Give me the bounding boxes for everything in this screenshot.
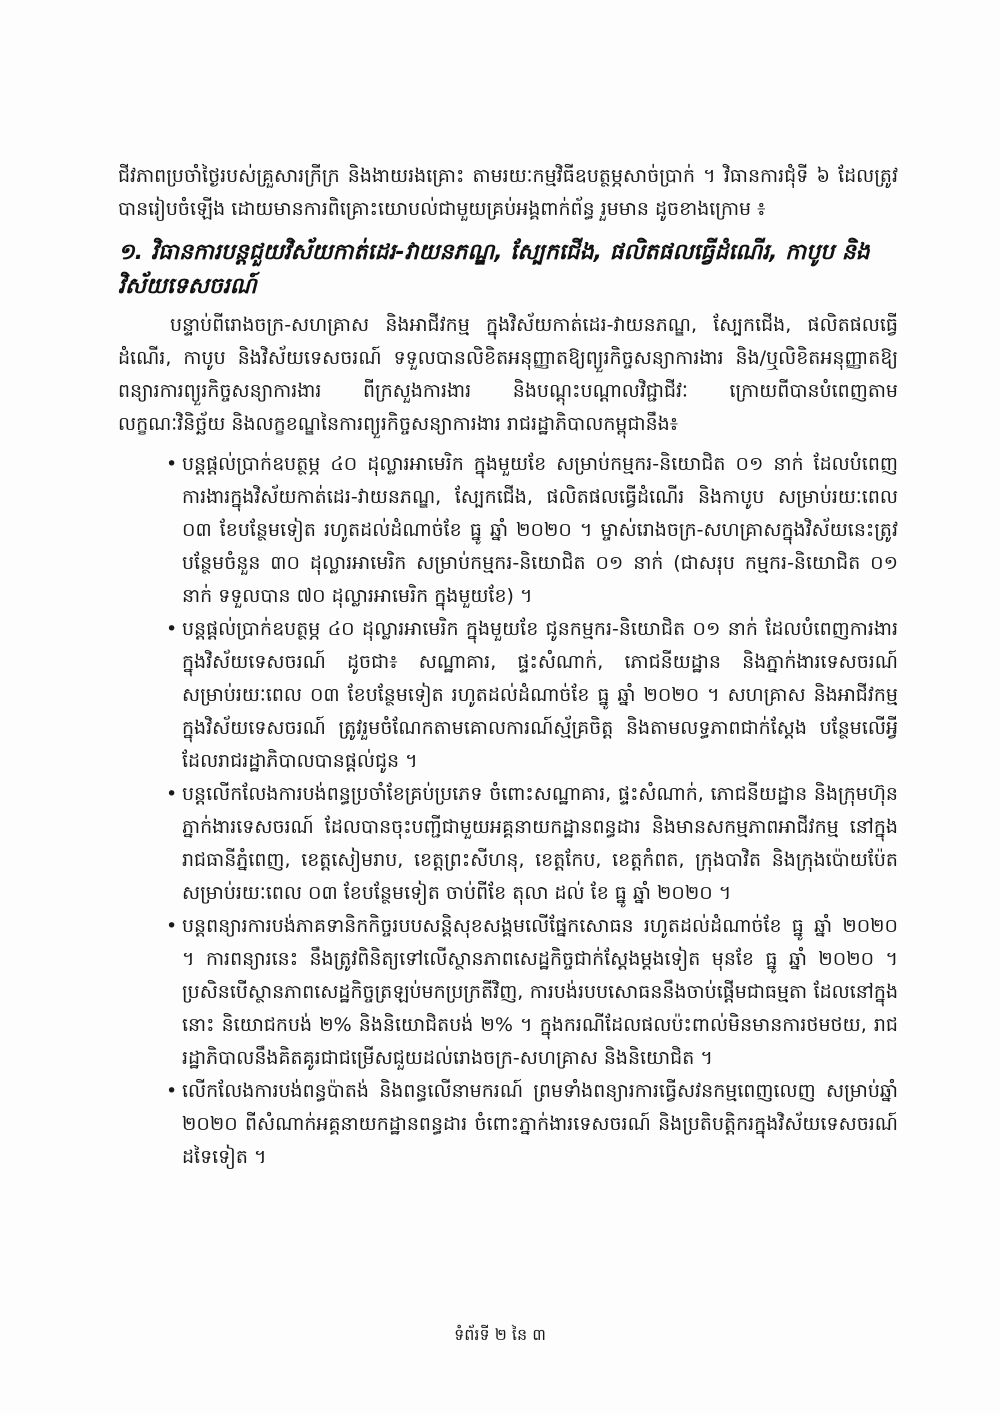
list-item-text: បន្តផ្តល់ប្រាក់ឧបត្ថម្ភ ៤០ ដុល្លារអាមេរិក ក្នុងមួយខែ ជូនកម្មករ-និយោជិត ០១ នាក់ ដែលបំពេញការងារក្នុងវិស័យទេសចរណ៍ ដូចជា៖ សណ្ឋាគារ, ផ្ទះសំណាក់, ភោជនីយដ្ឋាន និងភ្នាក់ងារទេសចរណ៍ សម្រាប់រយៈពេល ០៣ ខែបន្ថែមទៀត រហូតដល់ដំណាច់ខែ ធ្នូ ឆ្នាំ ២០២០ ។ សហគ្រាស និងអាជីវកម្មក្នុងវិស័យទេសចរណ៍ ត្រូវរួមចំណែកតាមគោលការណ៍ស្ម័គ្រចិត្ត និងតាមលទ្ធភាពជាក់ស្តែង បន្ថែមលើអ្វីដែលរាជរដ្ឋាភិបាលបានផ្តល់ជូន ។	[182, 618, 898, 772]
bullet-icon: •	[166, 618, 178, 640]
section-heading	[118, 236, 908, 304]
section-number: ១.	[118, 240, 144, 265]
list-item	[168, 613, 898, 778]
list-item	[168, 1075, 898, 1174]
list-item-text: បន្តពន្យារការបង់ភាគទានិកកិច្ចរបបសន្តិសុខសង្គមលើផ្នែកសោធន រហូតដល់ដំណាច់ខែ ធ្នូ ឆ្នាំ ២០២០ ។ ការពន្យារនេះ នឹងត្រូវពិនិត្យទៅលើស្ថានភាពសេដ្ឋកិច្ចជាក់ស្តែងម្តងទៀត មុនខែ ធ្នូ ឆ្នាំ ២០២០ ។ ប្រសិនបើស្ថានភាពសេដ្ឋកិច្ចត្រឡប់មកប្រក្រតីវិញ, ការបង់របបសោធននឹងចាប់ផ្តើមជាធម្មតា ដែលនៅក្នុងនោះ និយោជកបង់ ២% និងនិយោជិតបង់ ២% ។ ក្នុងករណីដែលផលប៉ះពាល់មិនមានការថមថយ, រាជរដ្ឋាភិបាលនឹងគិតគូរជាជម្រើសជួយដល់រោងចក្រ-សហគ្រាស និងនិយោជិត ។	[182, 915, 898, 1069]
list-item-text: បន្តលើកលែងការបង់ពន្ធប្រចាំខែគ្រប់ប្រភេទ ចំពោះសណ្ឋាគារ, ផ្ទះសំណាក់, ភោជនីយដ្ឋាន និងក្រុមហ៊ុនភ្នាក់ងារទេសចរណ៍ ដែលបានចុះបញ្ជីជាមួយអគ្គនាយកដ្ឋានពន្ធដារ និងមានសកម្មភាពអាជីវកម្ម នៅក្នុងរាជធានីភ្នំពេញ, ខេត្តសៀមរាប, ខេត្តព្រះសីហនុ, ខេត្តកែប, ខេត្តកំពត, ក្រុងបាវិត និងក្រុងប៉ោយប៉ែត សម្រាប់រយៈពេល ០៣ ខែបន្ថែមទៀត ចាប់ពីខែ តុលា ដល់ ខែ ធ្នូ ឆ្នាំ ២០២០ ។	[182, 783, 898, 904]
list-item	[168, 910, 898, 1075]
bullet-icon: •	[166, 453, 178, 475]
measures-list	[168, 448, 898, 1174]
bullet-icon: •	[166, 783, 178, 805]
page-number: ទំព័រទី ២ នៃ ៣	[454, 1325, 546, 1344]
list-item-text: លើកលែងការបង់ពន្ធប៉ាតង់ និងពន្ធលើនាមករណ៍ ព្រមទាំងពន្យារការធ្វើសវនកម្មពេញលេញ សម្រាប់ឆ្នាំ ២០២០ ពីសំណាក់អគ្គនាយកដ្ឋានពន្ធដារ ចំពោះភ្នាក់ងារទេសចរណ៍ និងប្រតិបត្តិករក្នុងវិស័យទេសចរណ៍ដទៃទៀត ។	[182, 1080, 898, 1168]
bullet-icon: •	[166, 1080, 178, 1102]
body-paragraph: បន្ទាប់ពីរោងចក្រ-សហគ្រាស និងអាជីវកម្ម ក្នុងវិស័យកាត់ដេរ-វាយនភណ្ឌ, ស្បែកជើង, ផលិតផលធ្វើដំណើរ, កាបូប និងវិស័យទេសចរណ៍ ទទួលបានលិខិតអនុញ្ញាតឱ្យព្យួរកិច្ចសន្យាការងារ និង/ឬលិខិតអនុញ្ញាតឱ្យពន្យារការព្យួរកិច្ចសន្យាការងារ ពីក្រសួងការងារ និងបណ្តុះបណ្តាលវិជ្ជាជីវៈ ក្រោយពីបានបំពេញតាមលក្ខណៈវិនិច្ឆ័យ និងលក្ខខណ្ឌនៃការព្យួរកិច្ចសន្យាការងារ រាជរដ្ឋាភិបាលកម្ពុជានឹង៖	[118, 314, 898, 435]
intro-paragraph: ជីវភាពប្រចាំថ្ងៃរបស់គ្រួសារក្រីក្រ និងងាយរងគ្រោះ តាមរយៈកម្មវិធីឧបត្ថម្ភសាច់ប្រាក់ ។ វិធានការជុំទី ៦ ដែលត្រូវបានរៀបចំឡើង ដោយមានការពិគ្រោះយោបល់ជាមួយគ្រប់អង្គពាក់ព័ន្ធ រួមមាន ដូចខាងក្រោម ៖	[118, 165, 898, 220]
list-item-text: បន្តផ្តល់ប្រាក់ឧបត្ថម្ភ ៤០ ដុល្លារអាមេរិក ក្នុងមួយខែ សម្រាប់កម្មករ-និយោជិត ០១ នាក់ ដែលបំពេញការងារក្នុងវិស័យកាត់ដេរ-វាយនភណ្ឌ, ស្បែកជើង, ផលិតផលធ្វើដំណើរ និងកាបូប សម្រាប់រយៈពេល ០៣ ខែបន្ថែមទៀត រហូតដល់ដំណាច់ខែ ធ្នូ ឆ្នាំ ២០២០ ។ ម្ចាស់រោងចក្រ-សហគ្រាសក្នុងវិស័យនេះត្រូវបន្ថែមចំនួន ៣០ ដុល្លារអាមេរិក សម្រាប់កម្មករ-និយោជិត ០១ នាក់ (ជាសរុប កម្មករ-និយោជិត ០១ នាក់ ទទួលបាន ៧០ ដុល្លារអាមេរិក ក្នុងមួយខែ) ។	[182, 453, 898, 607]
bullet-icon: •	[166, 915, 178, 937]
list-item	[168, 448, 898, 613]
section-title: វិធានការបន្តជួយវិស័យកាត់ដេរ-វាយនភណ្ឌ, ស្បែកជើង, ផលិតផលធ្វើដំណើរ, កាបូប និងវិស័យទេសចរណ៍	[118, 240, 870, 299]
list-item	[168, 778, 898, 910]
